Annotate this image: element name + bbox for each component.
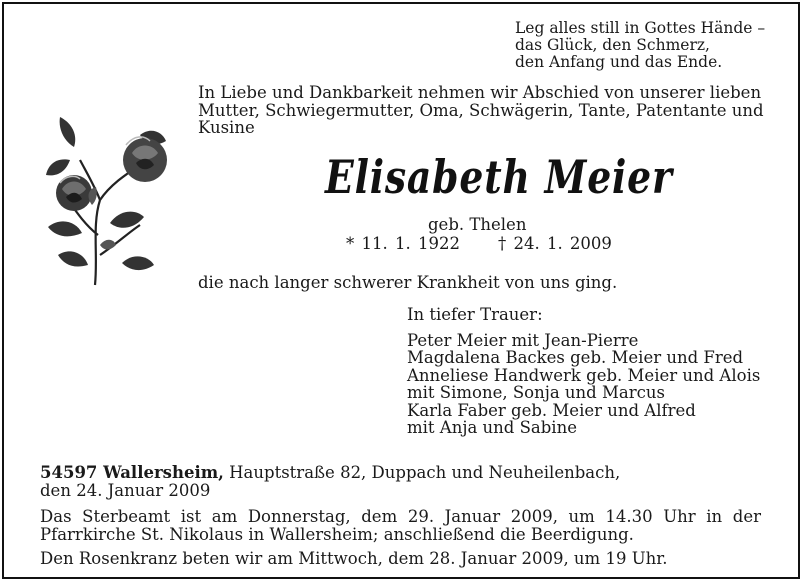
motto-line: Leg alles still in Gottes Hände – [515,19,766,37]
intro-line: In Liebe und Dankbarkeit nehmen wir Abschied von unserer lieben [198,83,762,102]
rosenkranz-text: Den Rosenkranz beten wir am Mittwoch, dem 28. Januar 2009, um 19 Uhr. [40,549,668,568]
death-date: † 24. 1. 2009 [497,234,612,253]
mourner-line: Anneliese Handwerk geb. Meier und Alois [407,365,761,385]
mourner-line: Karla Faber geb. Meier und Alfred [407,400,696,420]
rose-illustration [40,105,170,290]
location: 54597 Wallersheim, [40,463,224,482]
maiden-name: geb. Thelen [428,215,527,234]
intro-line: Kusine [198,118,255,137]
place-and-date [40,464,620,499]
mourners-heading: In tiefer Trauer: [407,305,543,324]
motto-line: das Glück, den Schmerz, [515,36,710,54]
mourners-block [407,306,760,437]
notice-date: den 24. Januar 2009 [40,480,211,500]
sterbeamt-text: Das Sterbeamt ist am Donnerstag, dem 29. Januar 2009, um 14.30 Uhr in der Pfarrkirche St. Nikolaus in Wallersheim; anschließend die Beerdigung. [40,507,761,544]
mourner-line: Magdalena Backes geb. Meier und Fred [407,348,744,367]
motto-verse [515,20,765,71]
mourner-line: mit Simone, Sonja und Marcus [407,383,665,402]
mourner-line: mit Anja und Sabine [407,418,577,437]
intro-paragraph [198,84,763,137]
intro-line: Mutter, Schwiegermutter, Oma, Schwägerin, Tante, Patentante und [198,100,764,120]
address-line [40,464,620,482]
motto-line: den Anfang und das Ende. [515,53,723,71]
birth-date: * 11. 1. 1922 [346,234,460,253]
mourner-line: Peter Meier mit Jean-Pierre [407,330,639,350]
deceased-name: Elisabeth Meier [325,150,673,204]
life-dates [346,235,612,253]
address: Hauptstraße 82, Duppach und Neuheilenbach, [223,463,621,482]
passed-text: die nach langer schwerer Krankheit von uns ging. [198,273,618,292]
